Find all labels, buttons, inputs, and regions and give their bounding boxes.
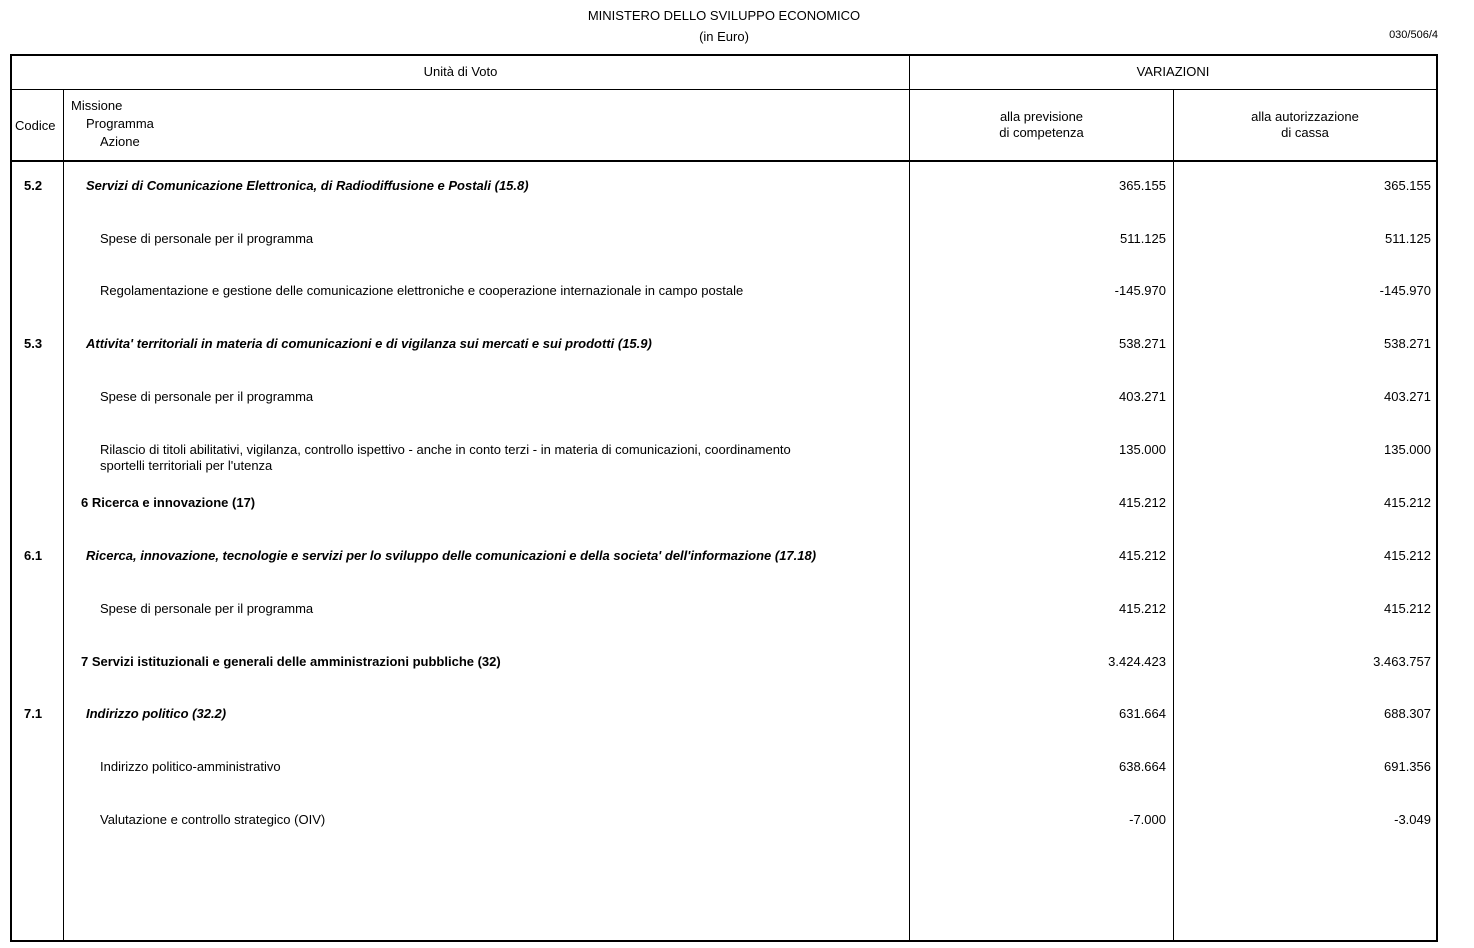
ministry-title: MINISTERO DELLO SVILUPPO ECONOMICO [587,8,861,23]
row-code: 6.1 [24,548,43,563]
programma-label: Indirizzo politico (32.2) [86,706,227,721]
header-codice: Codice [15,118,56,133]
competenza-value: 631.664 [1119,706,1166,721]
competenza-value: 403.271 [1119,389,1166,404]
header-variazioni: VARIAZIONI [1136,64,1210,79]
competenza-value: 415.212 [1119,548,1166,563]
programma-label: Attivita' territoriali in materia di comunicazioni e di vigilanza sui mercati e sui prodotti (15.9) [86,336,652,351]
currency-note: (in Euro) [699,29,749,44]
header-previsione-competenza-line1: alla previsione [999,109,1084,124]
competenza-value: 415.212 [1119,601,1166,616]
table-border-left [10,54,12,942]
competenza-value: 135.000 [1119,442,1166,457]
document-code: 030/506/4 [1389,29,1438,41]
cassa-value: 691.356 [1384,759,1431,774]
competenza-value: 511.125 [1119,231,1166,246]
cassa-value: 538.271 [1384,336,1431,351]
cassa-value: 365.155 [1384,178,1431,193]
header-autorizzazione-cassa-line2: di cassa [1281,125,1329,140]
row-code: 5.3 [24,336,43,351]
azione-label: Spese di personale per il programma [100,601,314,616]
competenza-value: 3.424.423 [1108,654,1166,669]
header-missione: Missione [71,98,123,113]
cassa-value: 3.463.757 [1373,654,1431,669]
row-code: 7.1 [24,706,43,721]
header-azione: Azione [100,134,140,149]
azione-label: Spese di personale per il programma [100,231,314,246]
cassa-value: 688.307 [1384,706,1431,721]
cassa-value: 511.125 [1384,231,1431,246]
table-border-right [1436,54,1438,942]
header-divider-2 [10,160,1438,162]
missione-label: 7 Servizi istituzionali e generali delle amministrazioni pubbliche (32) [81,654,501,669]
competenza-value: 415.212 [1119,495,1166,510]
azione-label: Regolamentazione e gestione delle comunicazione elettroniche e cooperazione internazionale in campo postale [100,283,744,298]
azione-label: Indirizzo politico-amministrativo [100,759,281,774]
header-programma: Programma [86,116,154,131]
programma-label: Ricerca, innovazione, tecnologie e servizi per lo sviluppo delle comunicazioni e della societa' dell'informazione (17.18) [86,548,817,563]
column-divider-codice [63,89,64,942]
azione-label: Valutazione e controllo strategico (OIV) [100,812,326,827]
row-code: 5.2 [24,178,43,193]
header-previsione-competenza-line2: di competenza [999,125,1084,140]
header-divider-1 [10,89,1438,90]
azione-label-continued: sportelli territoriali per l'utenza [100,458,273,473]
competenza-value: -7.000 [1129,812,1166,827]
azione-label: Rilascio di titoli abilitativi, vigilanza, controllo ispettivo - anche in conto terzi - in materia di comunicazioni, coordinamento [100,442,791,457]
table-border-top [10,54,1438,56]
missione-label: 6 Ricerca e innovazione (17) [81,495,256,510]
cassa-value: 415.212 [1384,601,1431,616]
cassa-value: 135.000 [1384,442,1431,457]
competenza-value: 638.664 [1119,759,1166,774]
programma-label: Servizi di Comunicazione Elettronica, di Radiodiffusione e Postali (15.8) [86,178,529,193]
header-unita-di-voto: Unità di Voto [423,64,498,79]
competenza-value: -145.970 [1114,283,1166,298]
column-divider-cassa [1173,89,1174,942]
cassa-value: -145.970 [1379,283,1431,298]
cassa-value: 403.271 [1384,389,1431,404]
cassa-value: -3.049 [1394,812,1431,827]
azione-label: Spese di personale per il programma [100,389,314,404]
cassa-value: 415.212 [1384,548,1431,563]
competenza-value: 538.271 [1119,336,1166,351]
competenza-value: 365.155 [1119,178,1166,193]
cassa-value: 415.212 [1384,495,1431,510]
header-autorizzazione-cassa-line1: alla autorizzazione [1251,109,1359,124]
column-divider-variazioni [909,54,910,942]
table-border-bottom [10,940,1438,942]
